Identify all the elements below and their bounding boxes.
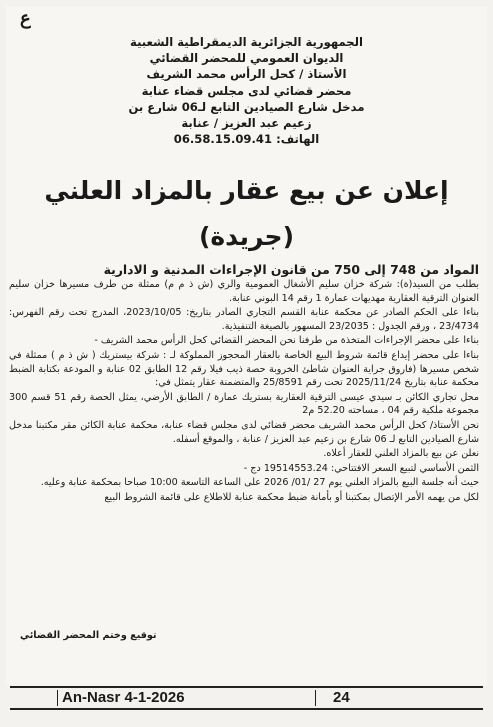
phone-number: 06.58.15.09.41: [173, 132, 273, 147]
footer-divider-left: [57, 690, 58, 706]
header-line-bailiff: الأستاذ / كحل الرأس محمد الشريف: [146, 67, 347, 82]
header-line-court: محضر قضائي لدى مجلس قضاء عنابة: [141, 83, 352, 98]
header-phone: [6, 131, 487, 147]
announcement-header: [6, 34, 487, 147]
footer-divider-right: [315, 690, 316, 706]
paragraph-session: حيث أنه جلسة البيع بالمزاد العلني يوم 27 /01/ 2026 على الساعة التاسعة 10:00 صباحا بمحكمة عنابة وعليه.: [40, 477, 479, 489]
paragraph-bailiff: نحن الأستاذ/ كحل الرأس محمد الشريف محضر قضائي لدى مجلس قضاء عنابة، محكمة عنابة الكائن مقر مكتبنا مدخل شارع الصيادين التابع لـ 06 شارع بن زعيم عبد العزيز / عنابة ، والموقع أسفله.: [9, 419, 479, 445]
paragraph-announcement: نعلن عن بيع بالمزاد العلني للعقار أعلاه.: [323, 448, 479, 460]
paragraph-deposit: بناءا على محضر إيداع قائمة شروط البيع الخاصة بالعقار المحجوز المملوكة لـ : شركة بيستريك ( ش ذ م ) ممثلة في شخص مسيرها (فاروق جراية العنوان شاطئ الخروبة حصة ذيب فيلا رقم 12 الطابق 02 عنابة و المودعة بكتابة الضبط محكمة عنابة بتاريخ 2025/11/24 تحت رقم 25/8591 والمتضمنة عقار يتمثل في:: [9, 349, 479, 389]
header-line-republic: الجمهورية الجزائرية الديمقراطية الشعبية: [130, 35, 363, 49]
page-footer: [10, 686, 483, 710]
paragraph-price: الثمن الأساسي لتبيع السعر الافتتاحي: 19514553.24 دج -: [243, 462, 479, 474]
paragraph-requester: بطلب من السيد(ة): شركة خزان سليم الأشغال العمومية والري (ش ذ م م) ممثلة من طرف مسيرها خزان سليم العنوان الترقية العقارية مهديهات عمارة 1 رقم 14 البوني عنابة.: [9, 279, 479, 304]
paragraph-property: محل تجاري الكائن بـ سيدي عيسى الترقية العقارية بستريك عمارة / الطابق الأرضي، يمثل الحصة رقم 51 قسم 300 مجموعة ملكية رقم 04 ، مساحته 52.20 م2: [9, 391, 479, 417]
newspaper-page: [6, 6, 487, 686]
paragraph-procedures: بناءا على محضر الإجراءات المتخذة من طرفنا نحن المحضر القضائي كحل الرأس محمد الشريف -: [94, 335, 479, 347]
announcement-body: [9, 278, 479, 505]
paragraph-judgment: بناءا على الحكم الصادر عن محكمة عنابة القسم التجاري الصادر بتاريخ: 2023/10/05، المدرج تحت رقم الفهرس: 23/4734 ، ورقم الجدول : 23/2035 المسهور بالصيغة التنفيذية.: [9, 307, 479, 332]
page-number: 24: [333, 689, 350, 706]
corner-mark: ع: [20, 8, 31, 29]
publication-date: An-Nasr 4-1-2026: [62, 689, 185, 706]
header-line-office: الديوان العمومي للمحضر القضائي: [149, 51, 344, 66]
paragraph-contact: لكل من يهمه الأمر الإتصال بمكتبنا أو بأمانة ضبط محكمة عنابة للاطلاع على قائمة الشروط البيع: [104, 491, 479, 503]
signature-line: توقيع وختم المحضر القضائي: [20, 630, 157, 641]
announcement-title: إعلان عن بيع عقار بالمزاد العلني: [44, 176, 449, 205]
phone-label: الهاتف:: [276, 132, 320, 147]
header-line-address2: زعيم عبد العزيز / عنابة: [181, 116, 312, 131]
legal-reference: المواد من 748 إلى 750 من قانون الإجراءات المدنية و الادارية: [103, 262, 479, 277]
header-line-address1: مدخل شارع الصيادين التابع لـ06 شارع بن: [128, 99, 365, 114]
announcement-subtitle: (جريدة): [198, 222, 294, 251]
